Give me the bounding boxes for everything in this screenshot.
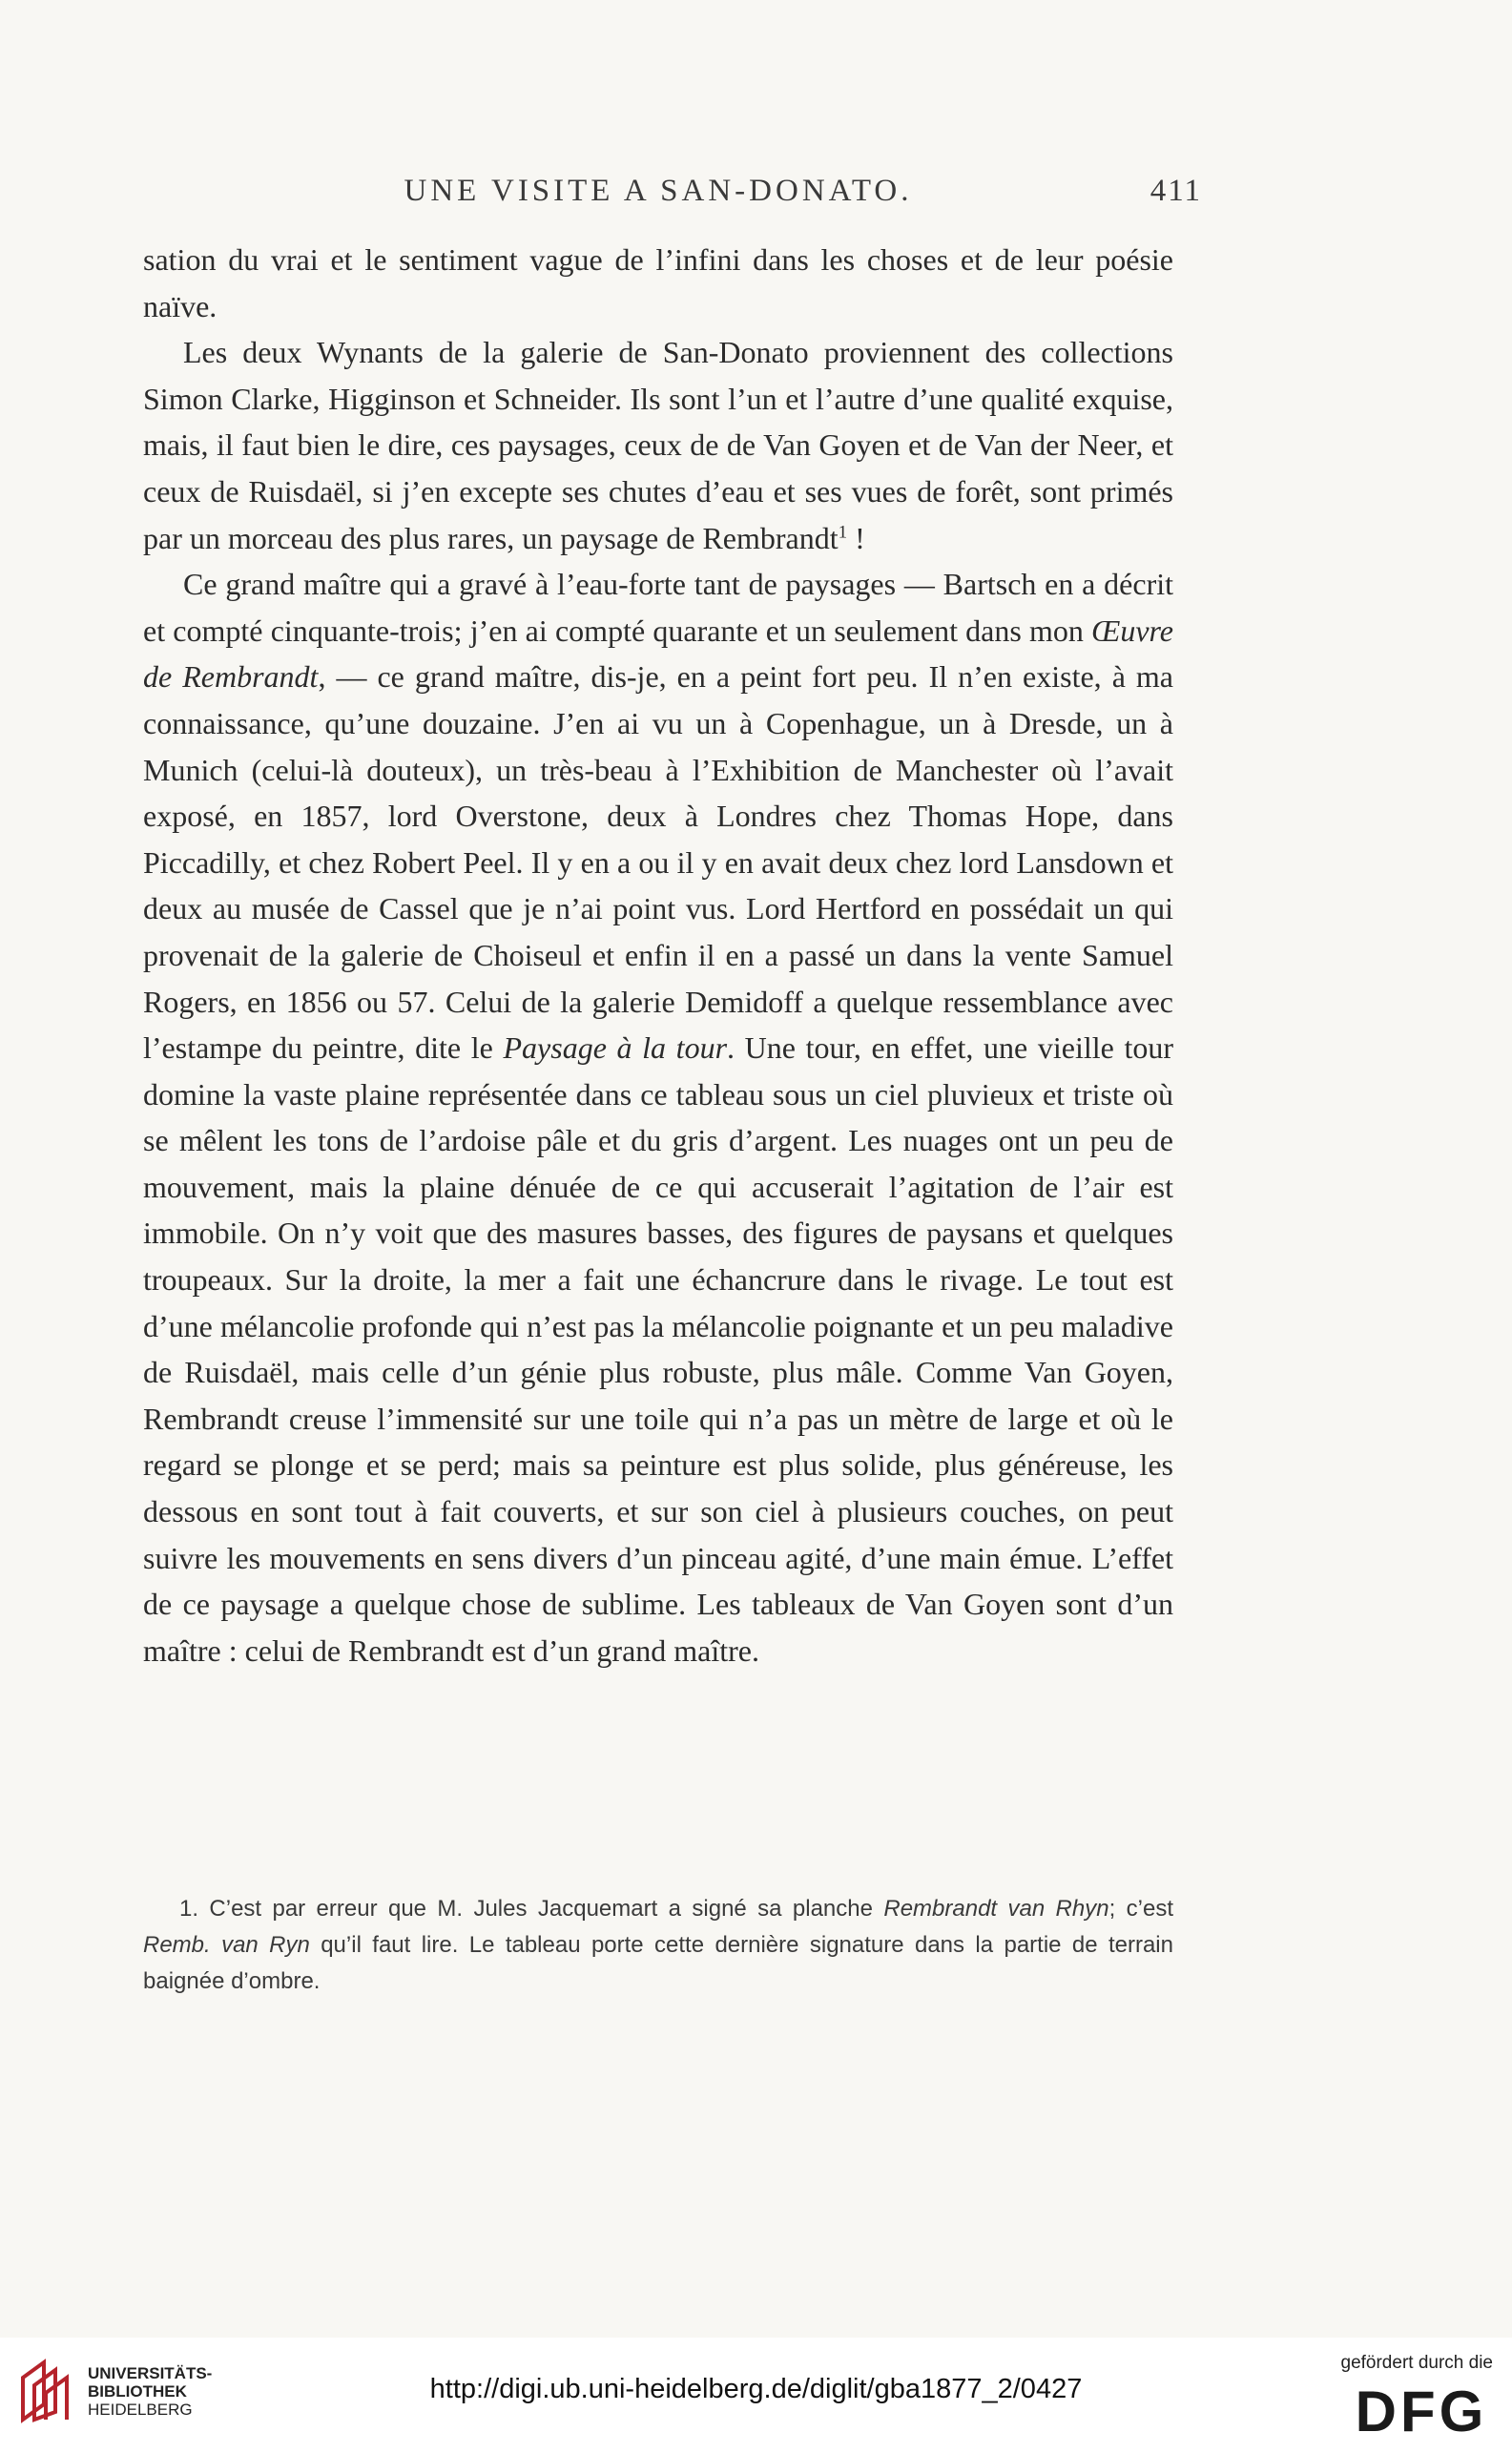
running-title: UNE VISITE A SAN-DONATO. [404, 174, 913, 208]
paragraph-3-italic-title: Œuvre de Rembrandt [143, 613, 1173, 695]
paragraph-3-italic-print: Paysage à la tour [503, 1030, 728, 1066]
footnote-text-c: qu’il faut lire. Le tableau porte cette dernière signature dans la partie de terrain baignée d’ombre. [143, 1932, 1173, 1994]
library-name-line-3: HEIDELBERG [88, 2401, 193, 2419]
library-name-line-1: UNIVERSITÄTS- [88, 2364, 213, 2382]
dfg-logo-icon[interactable] [1350, 2380, 1493, 2439]
paragraph-3-part-b: , — ce grand maître, dis-je, en a peint fort peu. Il n’en existe, à ma connaissance, qu’une douzaine. J’en ai vu un à Copenhague, un à Dresde, un à Munich (celui-là douteux), un très-beau à l’Exhibition de Manchester où l’avait exposé, en 1857, lord Overstone, deux à Londres chez Thomas Hope, dans Piccadilly, et chez Robert Peel. Il y en a ou il y en avait deux chez lord Lansdown et deux au musée de Cassel que je n’ai point vus. Lord Hertford en possédait un qui provenait de la galerie de Choiseul et enfin il en a passé un dans la vente Samuel Rogers, en 1856 ou 57. Celui de la galerie Demidoff a quelque ressemblance avec l’estampe du peintre, dite le [143, 659, 1174, 1066]
running-head [143, 174, 1202, 221]
funded-by-label: gefördert durch die [1340, 2353, 1493, 2373]
footnote-marker: 1. [179, 1896, 199, 1922]
page-number: 411 [1150, 174, 1202, 208]
footnote-reference[interactable]: 1 [838, 521, 848, 542]
paragraph-3 [143, 561, 1173, 1673]
paragraph-2-end: ! [847, 520, 865, 555]
digitization-footer [0, 2338, 1512, 2453]
paragraph-3-part-c: . Une tour, en effet, une vieille tour domine la vaste plaine représentée dans ce tableau sous un ciel pluvieux et triste où se mêlent les tons de l’ardoise pâle et du gris d’argent. Les nuages ont un peu de mouvement, mais la plaine dénuée de ce qui accuserait l’agitation de l’air est immobile. On n’y voit que des masures basses, des figures de paysans et quelques troupeaux. Sur la droite, la mer a fait une échancrure dans le rivage. Le tout est d’une mélancolie profonde qui n’est pas la mélancolie poignante et un peu maladive de Ruisdaël, mais celle d’un génie plus robuste, plus mâle. Comme Van Goyen, Rembrandt creuse l’immensité sur une toile qui n’a pas un mètre de large et où le regard se plonge et se perd; mais sa peinture est plus solide, plus généreuse, les dessous en sont tout à fait couverts, et sur son ciel à plusieurs couches, on peut suivre les mouvements en sens divers d’un pinceau agité, d’une main émue. L’effet de ce paysage a quelque chose de sublime. Les tableaux de Van Goyen sont d’un maître : celui de Rembrandt est d’un grand maître. [143, 1030, 1174, 1668]
footnote-italic-2: Remb. van Ryn [143, 1932, 310, 1958]
dfg-logo-text: DFG [1355, 2380, 1488, 2439]
footnote-text-a: C’est par erreur que M. Jules Jacquemart a signé sa planche [198, 1896, 884, 1922]
footnote-italic-1: Rembrandt van Rhyn [883, 1896, 1109, 1922]
paragraph-1: sation du vrai et le sentiment vague de l’infini dans les choses et de leur poésie naïve. [143, 242, 1173, 323]
footnote-text-b: ; c’est [1108, 1896, 1174, 1922]
body-text [143, 237, 1173, 1673]
paragraph-2-text: Les deux Wynants de la galerie de San-Donato proviennent des collections Simon Clarke, Higginson et Schneider. Ils sont l’un et l’autre d’une qualité exquise, mais, il faut bien le dire, ces paysages, ceux de de Van Goyen et de Van der Neer, et ceux de Ruisdaël, si j’en excepte ses chutes d’eau et ses vues de forêt, sont primés par un morceau des plus rares, un paysage de Rembrandt [143, 335, 1173, 555]
paragraph-3-part-a: Ce grand maître qui a gravé à l’eau-forte tant de paysages — Bartsch en a décrit et compté cinquante-trois; j’en ai compté quarante et un seulement dans mon [143, 567, 1173, 648]
library-name-line-2: BIBLIOTHEK [88, 2382, 187, 2401]
paragraph-2 [143, 329, 1173, 561]
footnote [143, 1891, 1173, 2000]
permalink-url[interactable]: http://digi.ub.uni-heidelberg.de/diglit/gba1877_2/0427 [429, 2374, 1083, 2404]
